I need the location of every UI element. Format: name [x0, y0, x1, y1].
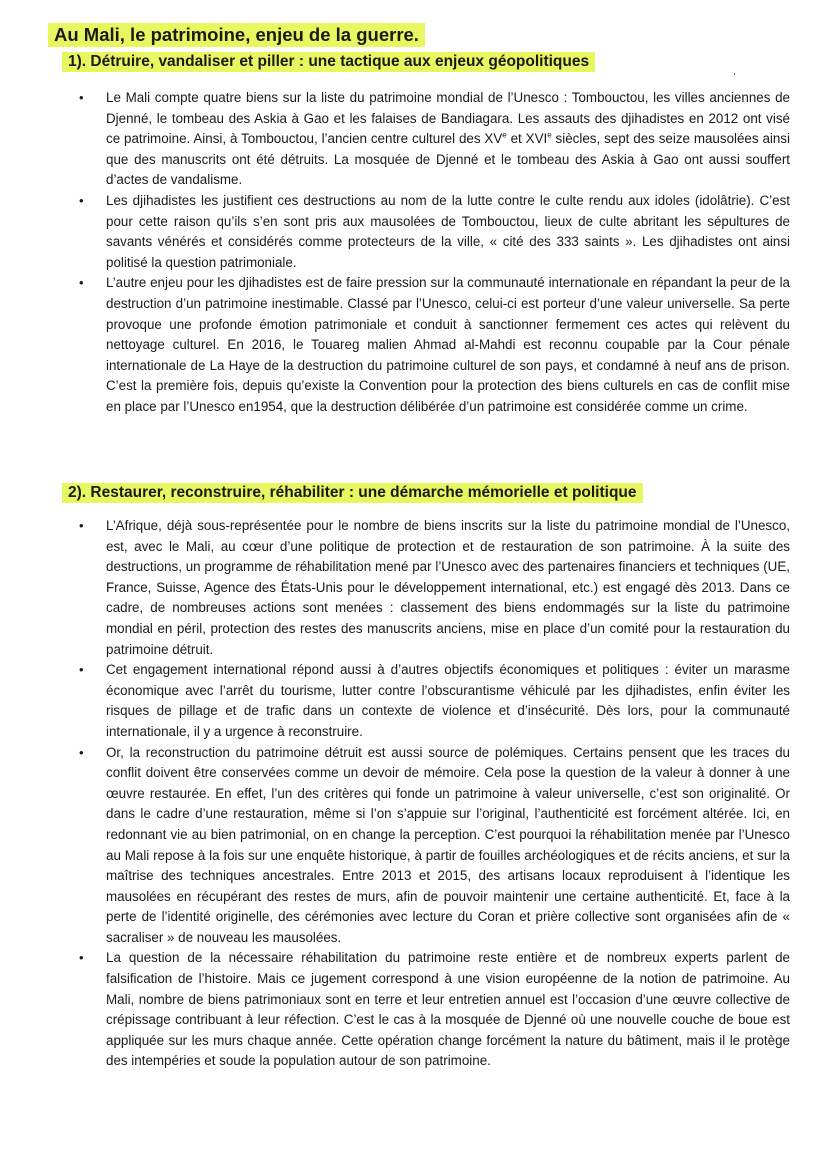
- s1-p1-sup2: e: [547, 130, 552, 140]
- section-2-heading-text: 2). Restaurer, reconstruire, réhabiliter : une démarche mémorielle et politique: [62, 483, 643, 503]
- document-title: [48, 22, 425, 48]
- section-2-list: [70, 516, 790, 1072]
- section-1-paragraph-1: [70, 88, 790, 191]
- s1-p1-start: Le Mali compte quatre biens sur la liste du patrimoine mondial de l’Unesco : Tombouctou, les villes anciennes de Djenné, le tombeau des Askia à Gao et les falaises de Bandiagara. Les assauts des djihadistes en 2012 ont visé ce patrimoine. Ainsi, à Tombouctou, l’ancien centre culturel des XV: [106, 90, 790, 147]
- section-2-heading: [62, 482, 643, 504]
- stray-mark: ,: [733, 66, 736, 77]
- section-1-list: [70, 88, 790, 418]
- section-1-heading-text: 1). Détruire, vandaliser et piller : une tactique aux enjeux géopolitiques: [62, 52, 595, 72]
- section-2-paragraph-2: • Cet engagement international répond aussi à d’autres objectifs économiques et politiques : éviter un marasme économique avec l’arrêt du tourisme, lutter contre l’obscurantisme véhiculé par les djihadistes, enfin éviter les risques de pillage et de trafic dans un contexte de violence et d’insécurité. Dès lors, pour la communauté internationale, il y a urgence à reconstruire.: [70, 660, 790, 742]
- s1-p1-end: siècles, sept des seize mausolées ainsi que des manuscrits ont été détruits. La mosquée de Djenné et le tombeau des Askia à Gao ont aussi souffert d’actes de vandalisme.: [106, 131, 790, 188]
- section-1-heading: [62, 51, 595, 73]
- section-1-paragraph-3: • L’autre enjeu pour les djihadistes est de faire pression sur la communauté internationale en répandant la peur de la destruction d’un patrimoine inestimable. Classé par l’Unesco, celui-ci est porteur d’une valeur universelle. Sa perte provoque une profonde émotion patrimoniale et conduit à sanctionner fermement ces actes qui relèvent du nettoyage culturel. En 2016, le Touareg malien Ahmad al-Mahdi est reconnu coupable par la Cour pénale internationale de La Haye de la destruction du patrimoine culturel de son pays, et condamné à neuf ans de prison. C’est la première fois, depuis qu’existe la Convention pour la protection des biens culturels en cas de conflit mise en place par l’Unesco en1954, que la destruction délibérée d’un patrimoine est considérée comme un crime.: [70, 273, 790, 417]
- s1-p1-sup1: e: [502, 130, 507, 140]
- section-2-paragraph-3: • Or, la reconstruction du patrimoine détruit est aussi source de polémiques. Certains pensent que les traces du conflit doivent être conservées comme un devoir de mémoire. Cela pose la question de la valeur à donner à une œuvre restaurée. En effet, l’un des critères qui fonde un patrimoine à valeur universelle, c’est son originalité. Or dans le cadre d’une restauration, même si l’on s’appuie sur l’original, l’authenticité est forcément altérée. Ici, en redonnant vie au bien patrimonial, on en change la perception. C’est pourquoi la réhabilitation menée par l’Unesco au Mali repose à la fois sur une enquête historique, à partir de fouilles archéologiques et de récits anciens, et sur la maîtrise des techniques ancestrales. Entre 2013 et 2015, des artisans locaux reproduisent à l’identique les mausolées en récupérant des restes de murs, afin de pouvoir maintenir une certaine authenticité. Et, face à la perte de l’identité originelle, des cérémonies avec lecture du Coran et prière collective sont organisées afin de « sacraliser » de nouveau les mausolées.: [70, 743, 790, 949]
- section-2-paragraph-4: • La question de la nécessaire réhabilitation du patrimoine reste entière et de nombreux experts parlent de falsification de l’histoire. Mais ce jugement correspond à une vision européenne de la notion de patrimoine. Au Mali, nombre de biens patrimoniaux sont en terre et leur entretien annuel est l’occasion d’une œuvre collective de crépissage contribuant à leur réfection. C’est le cas à la mosquée de Djenné où une nouvelle couche de boue est appliquée sur les murs chaque année. Cette opération change forcément la nature du bâtiment, mais il le protège des intempéries et soude la population autour de son patrimoine.: [70, 948, 790, 1072]
- s1-p1-mid: et XVI: [506, 131, 548, 147]
- section-2-paragraph-1: • L’Afrique, déjà sous-représentée pour le nombre de biens inscrits sur la liste du patrimoine mondial de l’Unesco, est, avec le Mali, au cœur d’une politique de protection et de restauration de son patrimoine. À la suite des destructions, un programme de réhabilitation mené par l’Unesco avec des partenaires financiers et techniques (UE, France, Suisse, Agence des États-Unis pour le développement international, etc.) est engagé dès 2013. Dans ce cadre, de nombreuses actions sont menées : classement des biens endommagés sur la liste du patrimoine mondial en péril, protection des restes des manuscrits anciens, mise en place d’un comité pour la restauration du patrimoine détruit.: [70, 516, 790, 660]
- section-1-paragraph-2: • Les djihadistes les justifient ces destructions au nom de la lutte contre le culte rendu aux idoles (idolâtrie). C’est pour cette raison qu’ils s’en sont pris aux mausolées de Tombouctou, lieux de culte abritant les sépultures de savants vénérés et considérés comme protecteurs de la ville, « cité des 333 saints ». Les djihadistes ont ainsi politisé la question patrimoniale.: [70, 191, 790, 273]
- document-title-text: Au Mali, le patrimoine, enjeu de la guerre.: [48, 23, 425, 47]
